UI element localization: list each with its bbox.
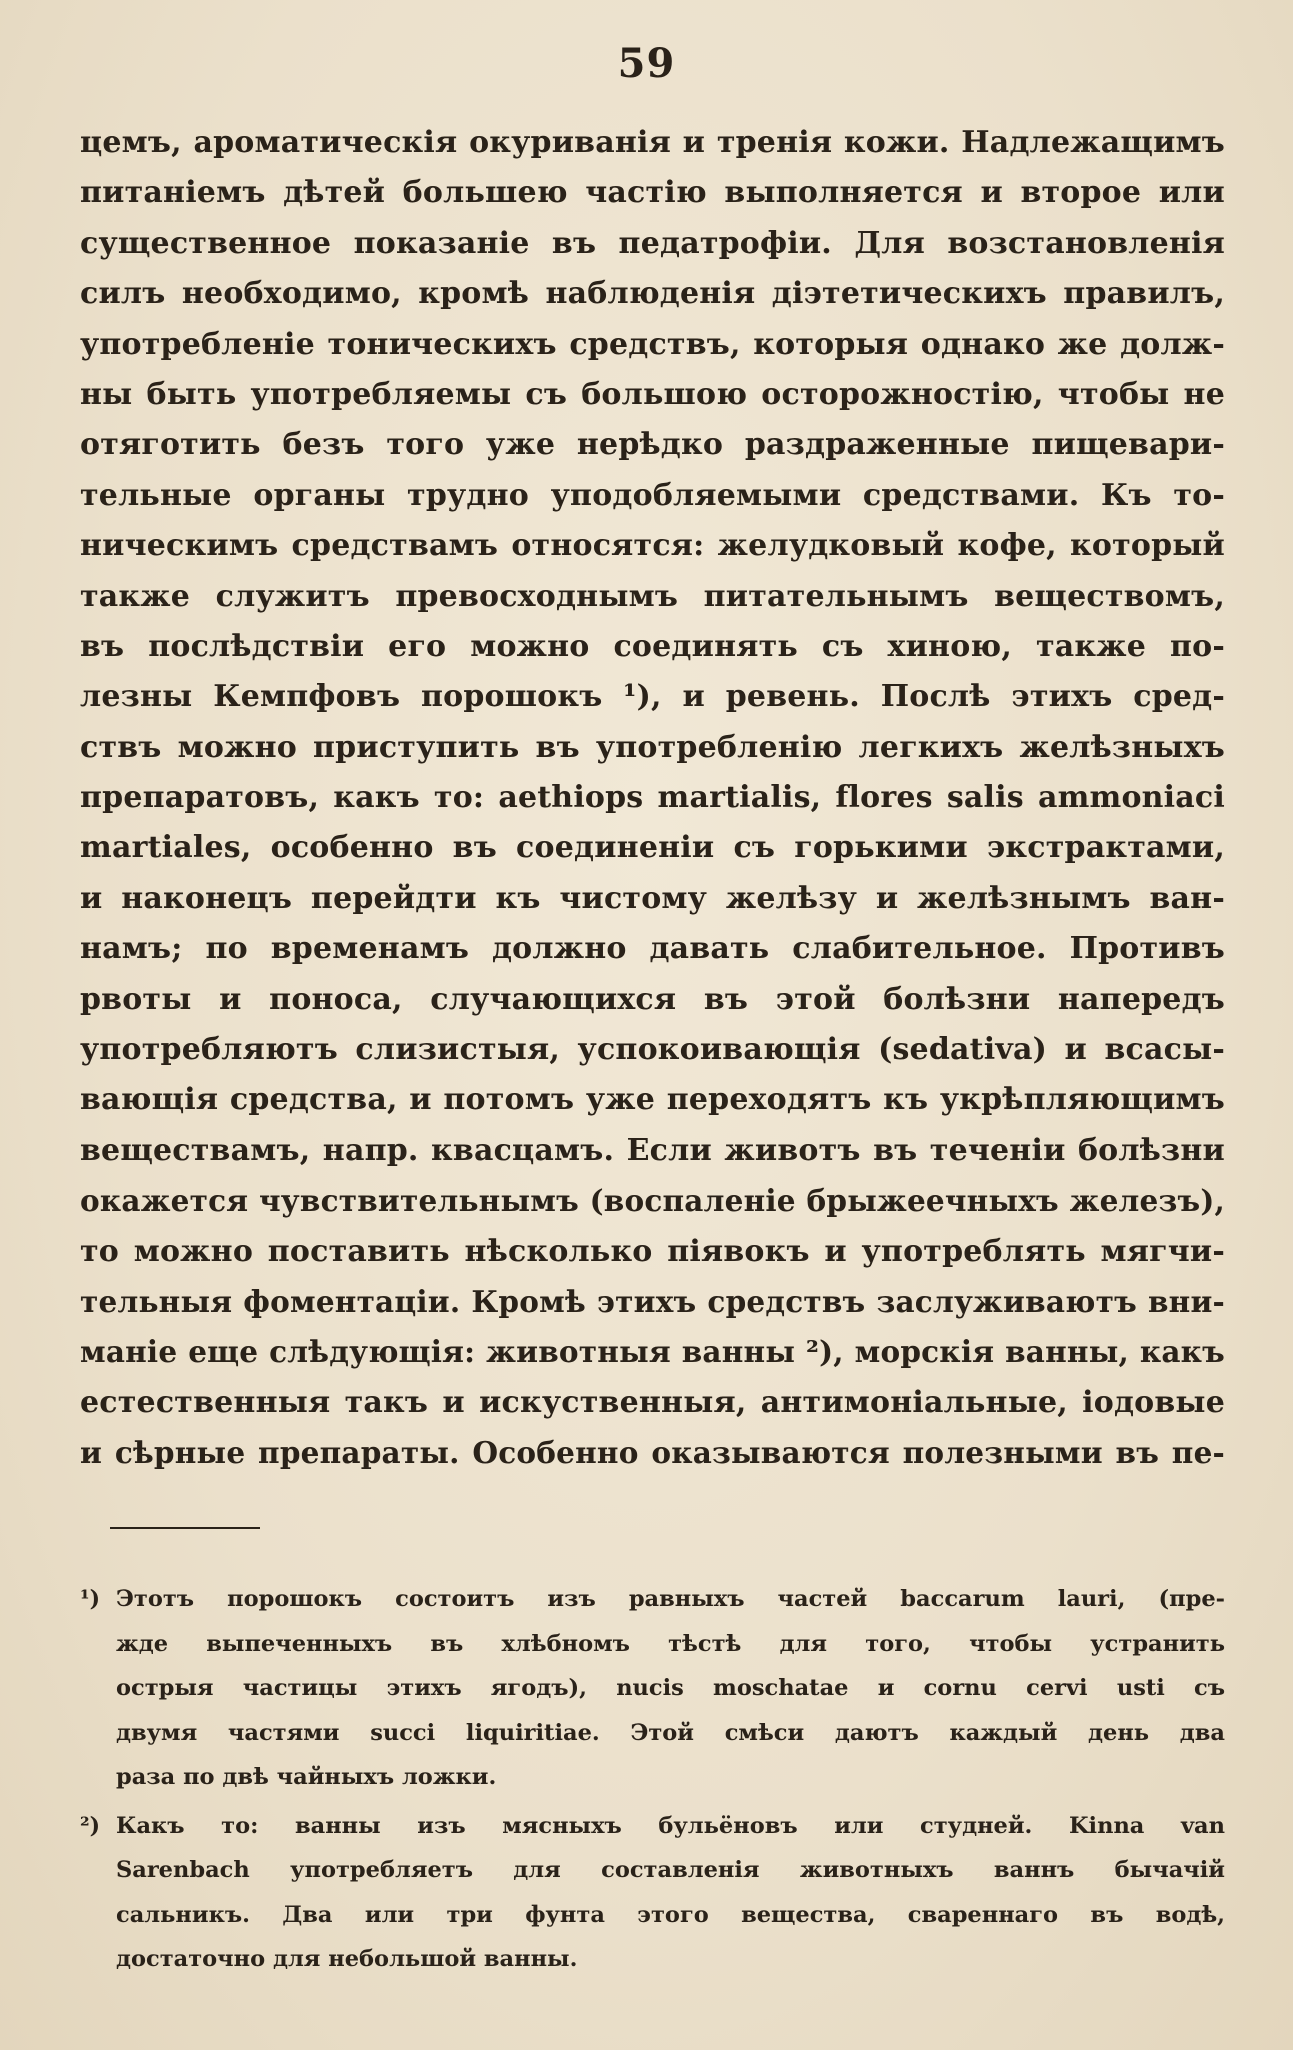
text-line: и сѣрные препараты. Особенно оказываются полезными въ пе- [80, 1435, 1225, 1471]
footnote-marker: ¹) [80, 1586, 101, 1612]
text-line: маніе еще слѣдующія: животныя ванны ²), морскія ванны, какъ [80, 1334, 1225, 1370]
text-line: въ послѣдствіи его можно соединять съ хиною, также по- [80, 628, 1225, 664]
text-line: ническимъ средствамъ относятся: желудковый кофе, который [80, 528, 1225, 564]
footnote-marker: ²) [80, 1812, 101, 1839]
text-line: рвоты и поноса, случающихся въ этой болѣзни напередъ [80, 981, 1225, 1017]
text-line: лезны Кемпфовъ порошокъ ¹), и ревень. Послѣ этихъ сред- [80, 679, 1225, 715]
footnote [80, 1804, 1225, 1982]
text-line: вающія средства, и потомъ уже переходятъ къ укрѣпляющимъ [80, 1082, 1225, 1118]
text-line: тельные органы трудно уподобляемыми средствами. Къ то- [80, 477, 1225, 513]
text-line: окажется чувствительнымъ (воспаленіе брыжеечныхъ железъ), [80, 1183, 1225, 1219]
text-line: ствъ можно приступить въ употребленію легкихъ желѣзныхъ [80, 729, 1225, 765]
text-line: также служитъ превосходнымъ питательнымъ веществомъ, [80, 578, 1225, 614]
text-line: тельныя фоментаціи. Кромѣ этихъ средствъ заслуживаютъ вни- [80, 1283, 1225, 1319]
footnote-line: Какъ то: ванны изъ мясныхъ бульёновъ или студней. Kinna van [116, 1812, 1225, 1839]
footnote-line: Sarenbach употребляетъ для составленія животныхъ ваннъ бычачій [116, 1857, 1225, 1883]
text-line: цемъ, ароматическія окуриванія и тренія кожи. Надлежащимъ [80, 125, 1225, 160]
text-line: martiales, особенно въ соединеніи съ горькими экстрактами, [80, 830, 1225, 866]
text-line: то можно поставить нѣсколько піявокъ и употреблять мягчи- [80, 1233, 1225, 1269]
footnote-line: острыя частицы этихъ ягодъ), nucis moschatae и cornu cervi usti съ [116, 1675, 1225, 1701]
text-line: употребляютъ слизистыя, успокоивающія (sedativa) и всасы- [80, 1032, 1225, 1068]
text-line: питаніемъ дѣтей большею частію выполняется и второе или [80, 175, 1225, 211]
text-line: отяготить безъ того уже нерѣдко раздраженные пищевари- [80, 427, 1225, 463]
footnote-line: Этотъ порошокъ состоитъ изъ равныхъ частей baccarum lauri, (пре- [116, 1586, 1225, 1612]
main-text [80, 118, 1225, 1479]
footnote-line: раза по двѣ чайныхъ ложки. [116, 1764, 497, 1790]
footnote-line: двумя частями succi liquiritiae. Этой смѣси даютъ каждый день два [116, 1719, 1225, 1746]
footnote-line: жде выпеченныхъ въ хлѣбномъ тѣстѣ для того, чтобы устранить [116, 1630, 1225, 1657]
text-line: и наконецъ перейдти къ чистому желѣзу и желѣзнымъ ван- [80, 880, 1225, 916]
footnote-line: сальникъ. Два или три фунта этого вещества, свареннаго въ водѣ, [116, 1901, 1225, 1928]
text-line: употребленіе тоническихъ средствъ, которыя однако же долж- [80, 326, 1225, 362]
text-line: ны быть употребляемы съ большою осторожностію, чтобы не [80, 376, 1225, 412]
text-line: намъ; по временамъ должно давать слабительное. Противъ [80, 931, 1225, 967]
footnote [80, 1577, 1225, 1800]
text-line: силъ необходимо, кромѣ наблюденія діэтетическихъ правилъ, [80, 276, 1225, 312]
footnote-line: достаточно для небольшой ванны. [116, 1946, 578, 1972]
text-line: естественныя такъ и искуственныя, антимоніальные, іодовые [80, 1384, 1225, 1420]
text-line: существенное показаніе въ педатрофіи. Для возстановленія [80, 225, 1225, 261]
text-line: веществамъ, напр. квасцамъ. Если животъ въ теченіи болѣзни [80, 1132, 1225, 1168]
footnotes [80, 1577, 1225, 1986]
page-number: 59 [617, 40, 676, 87]
footnote-separator [110, 1527, 260, 1529]
text-line: препаратовъ, какъ то: aethiops martialis, flores salis ammoniaci [80, 780, 1225, 816]
